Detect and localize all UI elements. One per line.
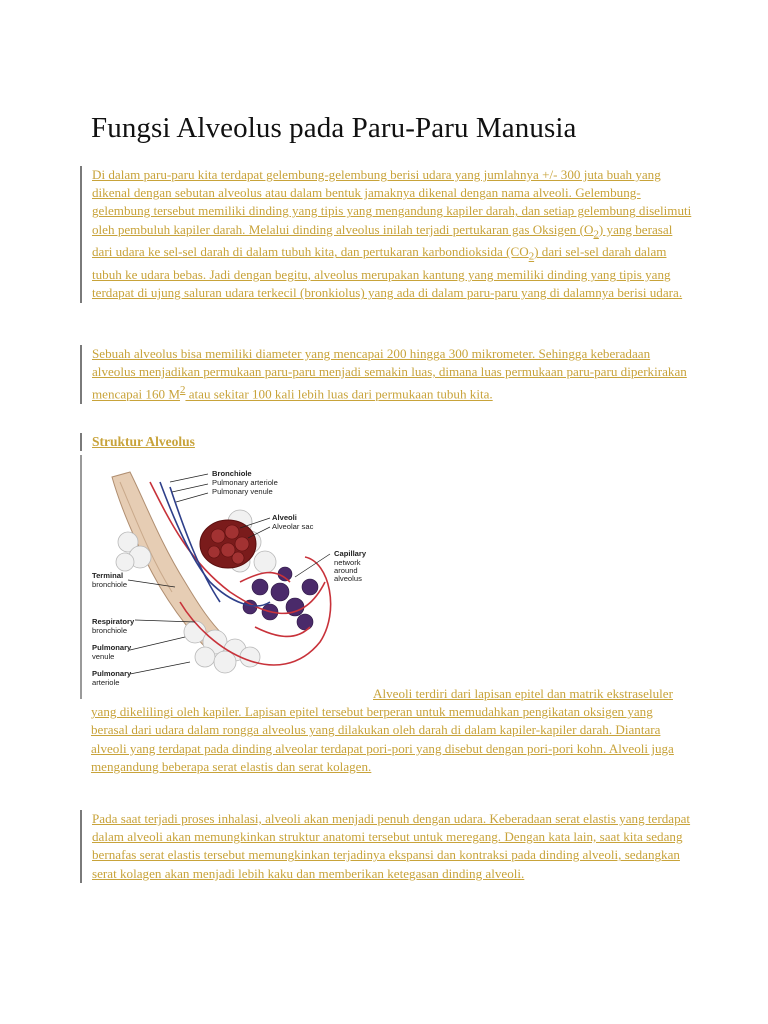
p4-text[interactable]: Pada saat terjadi proses inhalasi, alveoli akan menjadi penuh dengan udara. Keberadaan serat elastis yang terdapat dalam alveoli akan memungkinkan struktur anatomi tersebut untuk meregang. Dengan kata lain, saat kita sedang bernafas serat elastis tersebut memungkinkan terjadinya ekspansi dan kontraksi pada dinding alveoli, sedangkan serat kolagen akan menjadi lebih kaku dan memberikan ketegasan dinding alveoli. xyxy=(92,811,691,881)
label-alveolar-sac: Alveolar sac xyxy=(272,522,314,531)
section-heading-block xyxy=(80,433,195,451)
page-title: Fungsi Alveolus pada Paru-Paru Manusia xyxy=(91,112,577,144)
p1-text-c[interactable]: ) dari sel-sel darah dalam tubuh ke udara bebas. Jadi dengan begitu, alveolus merupakan kantung yang memiliki dinding yang tipis yang terdapat di ujung saluran udara terkecil (bronkiolus) yang ada di dalam paru-paru yang di dalamnya berisi udara. xyxy=(92,244,683,301)
alveolus-diagram xyxy=(90,462,382,697)
p1-text-a[interactable]: Di dalam paru-paru kita terdapat gelembung-gelembung berisi udara yang jumlahnya +/- 300 juta buah yang dikenal dengan sebutan alveolus atau dalam bentuk jamaknya dikenal dengan nama alveoli. Gelembung-gelembung tersebut memiliki dinding yang tipis yang mengandung kapiler darah, dan setiap gelembung diselimuti oleh pembuluh kapiler darah. Melalui dinding alveolus inilah terjadi pertukaran gas Oksigen (O xyxy=(92,167,692,237)
section-heading[interactable]: Struktur Alveolus xyxy=(92,434,195,449)
p2-text-a[interactable]: Sebuah alveolus bisa memiliki diameter yang mencapai 200 hingga 300 mikrometer. Sehingga keberadaan alveolus menjadikan permukaan paru-paru menjadi semakin luas, dimana luas permukaan paru-paru diperkirakan mencapai 160 M xyxy=(92,346,687,402)
paragraph-3[interactable] xyxy=(91,685,681,776)
paragraph-block-4 xyxy=(80,810,692,883)
label-pulmonary-arteriole-top: Pulmonary arteriole xyxy=(212,478,278,487)
p2-sup: 2 xyxy=(180,384,186,397)
label-respiratory-1: Respiratory xyxy=(92,617,135,626)
label-alveoli: Alveoli xyxy=(272,513,297,522)
paragraph-block-2 xyxy=(80,345,692,404)
paragraph-block-3 xyxy=(91,685,681,776)
label-pv-2: venule xyxy=(92,652,115,661)
label-capillary-4: alveolus xyxy=(334,574,362,583)
label-capillary-1: Capillary xyxy=(334,549,367,558)
label-bronchiole: Bronchiole xyxy=(212,469,252,478)
p2-text-b[interactable]: atau sekitar 100 kali lebih luas dari permukaan tubuh kita. xyxy=(185,386,493,402)
p1-sub-co2: 2 xyxy=(528,251,535,264)
p3-text[interactable]: Alveoli terdiri dari lapisan epitel dan matrik ekstraseluler yang dikelilingi oleh kapiler. Lapisan epitel tersebut berperan untuk memudahkan pengikatan oksigen yang berasal dari udara dalam rongga alveolus yang dilakukan oleh darah di dalam kapiler-kapiler darah. Diantara alveoli yang terdapat pada dinding alveolar terdapat pori-pori yang disebut dengan pori-pori kohn. Alveoli juga mengandung beberapa serat elastis dan serat kolagen. xyxy=(91,686,674,774)
paragraph-2[interactable] xyxy=(92,345,692,404)
paragraph-1[interactable] xyxy=(92,166,692,303)
label-terminal-2: bronchiole xyxy=(92,580,128,589)
label-pulmonary-venule-top: Pulmonary venule xyxy=(212,487,273,496)
p1-text-b[interactable]: ) yang berasal dari udara ke sel-sel darah di dalam tubuh kita, dan pertukaran karbondioksida (CO xyxy=(92,221,673,260)
label-pa-1: Pulmonary xyxy=(92,669,132,678)
label-pv-1: Pulmonary xyxy=(92,643,132,652)
label-pa-2: arteriole xyxy=(92,678,120,687)
paragraph-block-1 xyxy=(80,166,692,303)
paragraph-4[interactable] xyxy=(92,810,692,883)
label-respiratory-2: bronchiole xyxy=(92,626,128,635)
label-terminal-1: Terminal xyxy=(92,571,124,580)
label-capillary-2: network xyxy=(334,558,361,567)
label-capillary-3: around xyxy=(334,566,358,575)
p1-sub-o2: 2 xyxy=(593,228,599,241)
